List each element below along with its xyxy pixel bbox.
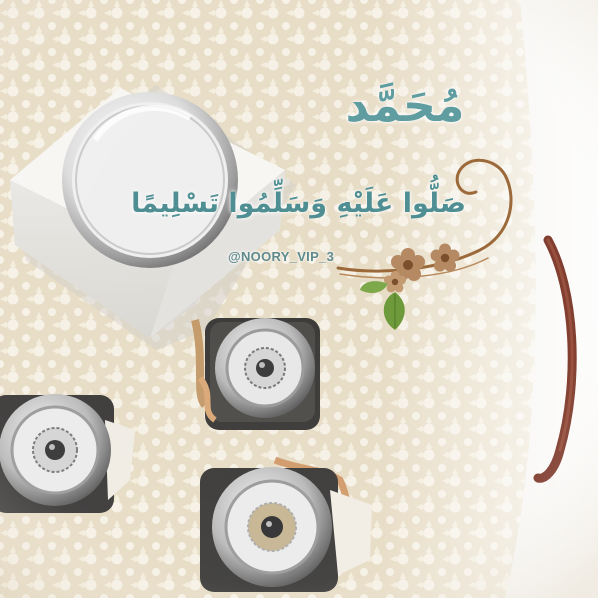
calligraphy-name: مُحَمَّد (345, 78, 465, 132)
calligraphy-salawat: صَلُّوا عَلَيْهِ وَسَلِّمُوا تَسْلِيمًا (131, 188, 466, 219)
watermark-handle: @NOORY_VIP_3 (228, 249, 335, 264)
